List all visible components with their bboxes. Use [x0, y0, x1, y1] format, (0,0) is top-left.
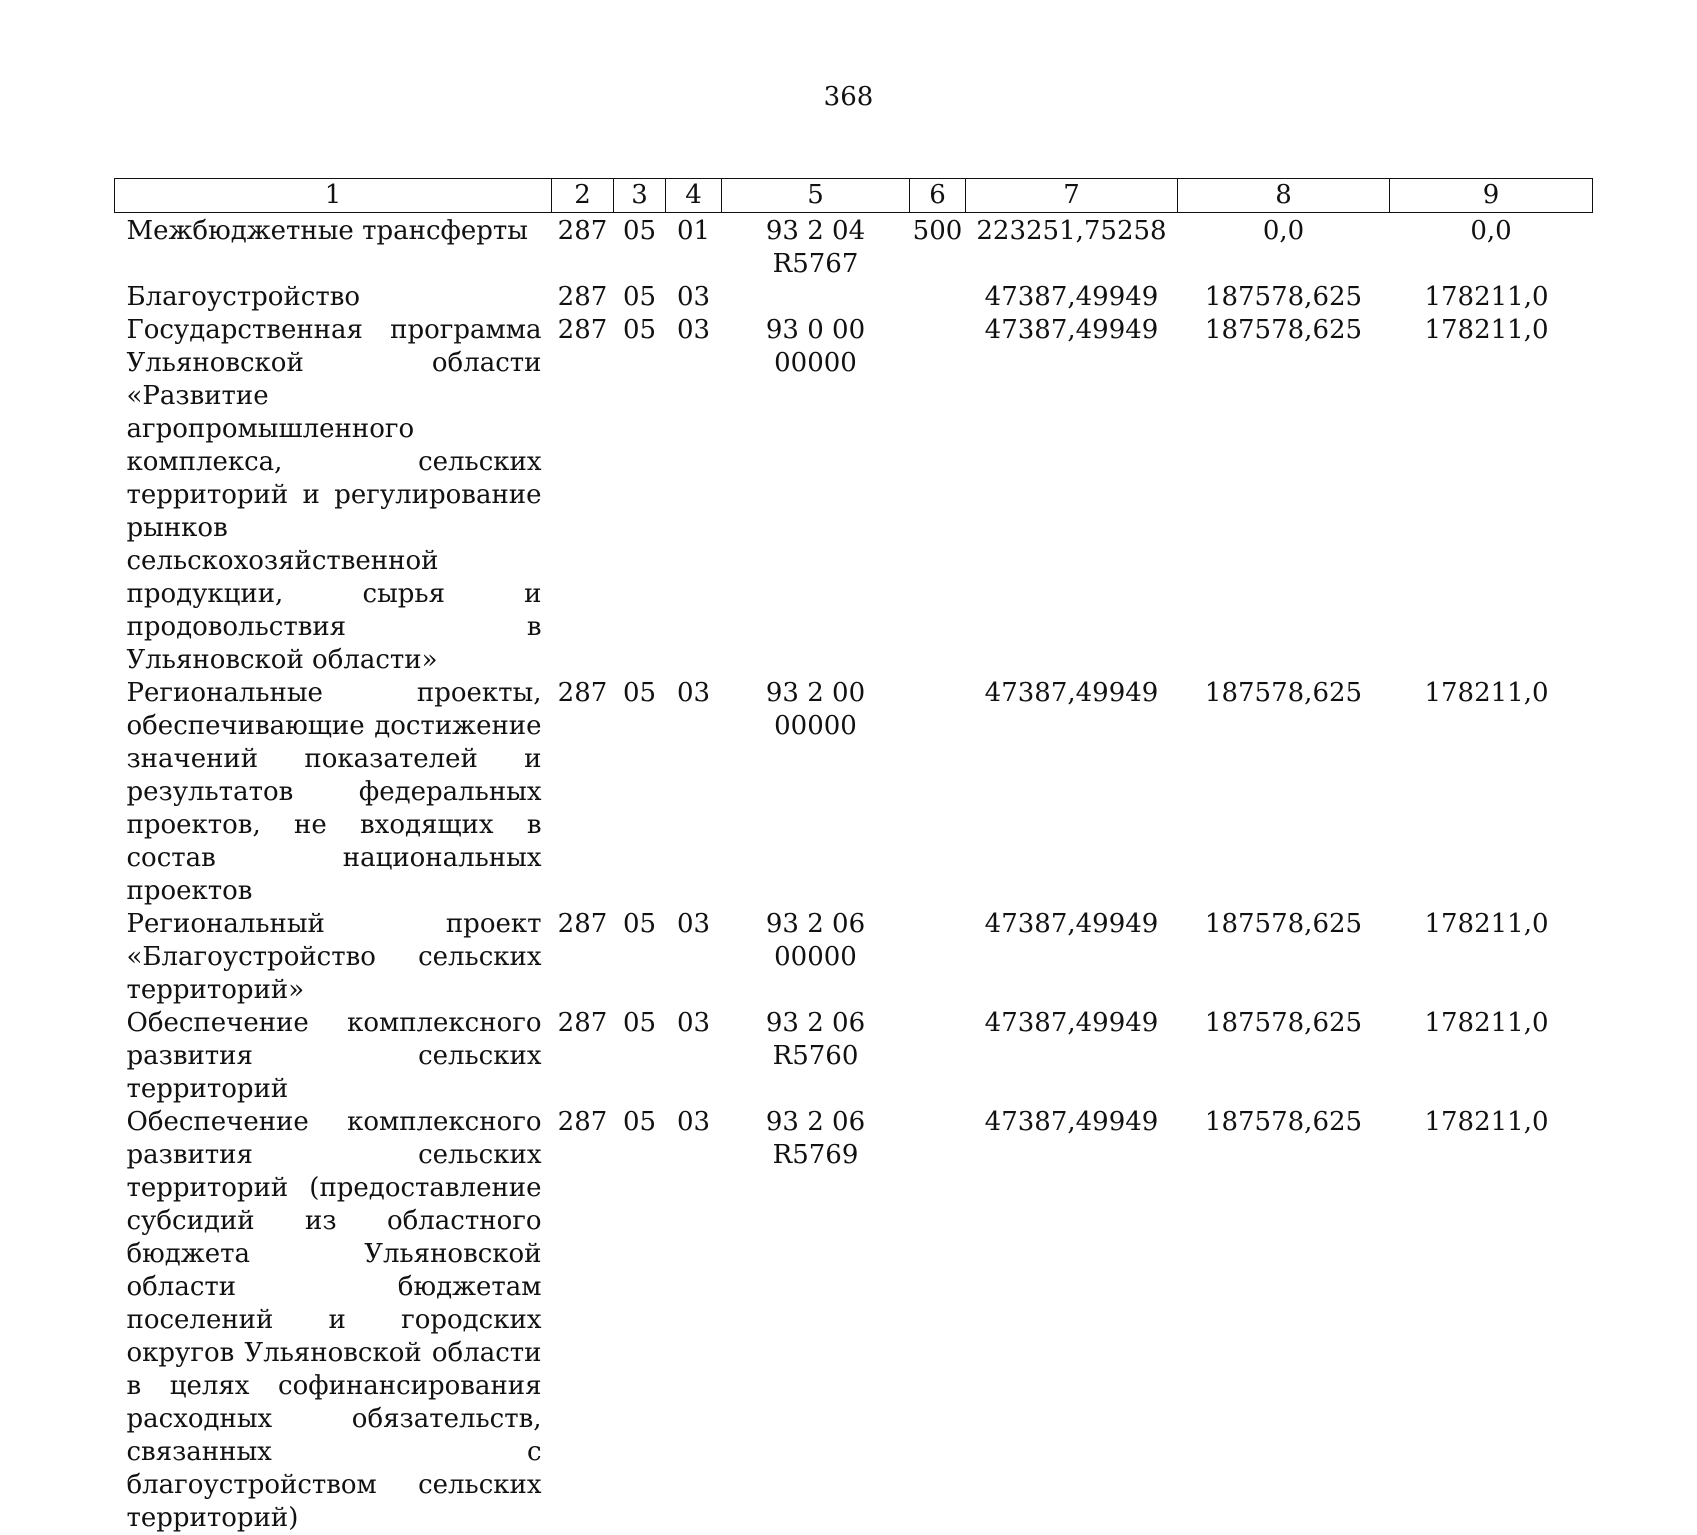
cell-col3: 05 [622, 315, 657, 345]
cell-col8: 187578,625 [1204, 909, 1363, 939]
cell-col7: 47387,49949 [984, 1107, 1159, 1137]
cell-col5: 93 2 06 R5760 [765, 1008, 866, 1071]
cell-col2: 287 [557, 1107, 608, 1137]
cell-col3: 05 [622, 1008, 657, 1038]
cell-col3: 05 [622, 1107, 657, 1137]
cell-col8: 187578,625 [1204, 678, 1363, 708]
header-cell: 4 [666, 179, 722, 213]
cell-col8: 187578,625 [1204, 315, 1363, 345]
table-row [115, 281, 1593, 314]
cell-col8: 187578,625 [1204, 282, 1363, 312]
header-cell: 5 [722, 179, 910, 213]
row-name: Благоустройство [126, 282, 361, 312]
cell-col5: 93 2 06 00000 [765, 909, 866, 972]
table-row [115, 1007, 1593, 1106]
page-number: 368 [823, 82, 874, 112]
cell-col6 [910, 314, 966, 677]
cell-col9: 178211,0 [1424, 909, 1549, 939]
cell-col9: 178211,0 [1424, 282, 1549, 312]
cell-col5: 93 2 00 00000 [765, 678, 866, 741]
cell-col4: 03 [676, 909, 711, 939]
cell-col7: 223251,75258 [976, 216, 1167, 246]
row-name: Региональный проект «Благоустройство сельских территорий» [126, 909, 542, 1005]
cell-col3: 05 [622, 282, 657, 312]
cell-col4: 03 [676, 282, 711, 312]
cell-col8: 0,0 [1262, 216, 1305, 246]
cell-col9: 178211,0 [1424, 315, 1549, 345]
header-row [115, 179, 1593, 213]
cell-col3: 05 [622, 216, 657, 246]
cell-col4: 03 [676, 315, 711, 345]
row-name: Межбюджетные трансферты [126, 216, 528, 246]
row-name: Обеспечение комплексного развития сельских территорий (предоставление субсидий из областного бюджета Ульяновской области бюджетам поселений и городских округов Ульяновской области в целях софинансирования расходных обязательств, связанных с благоустройством сельских территорий) [126, 1107, 542, 1533]
cell-col5: 93 2 04 R5767 [765, 216, 866, 279]
cell-col9: 178211,0 [1424, 678, 1549, 708]
table-row [115, 1106, 1593, 1535]
row-name: Региональные проекты, обеспечивающие достижение значений показателей и результатов федеральных проектов, не входящих в состав национальных проектов [126, 678, 542, 906]
cell-col4: 01 [676, 216, 711, 246]
cell-col2: 287 [557, 216, 608, 246]
header-cell: 1 [115, 179, 552, 213]
table-row [115, 314, 1593, 677]
row-name: Обеспечение комплексного развития сельских территорий [126, 1008, 542, 1104]
cell-col8: 187578,625 [1204, 1008, 1363, 1038]
cell-col5: 93 0 00 00000 [765, 315, 866, 378]
header-cell: 6 [910, 179, 966, 213]
cell-col6 [910, 908, 966, 1007]
table-row [115, 213, 1593, 282]
row-name: Государственная программа Ульяновской области «Развитие агропромышленного комплекса, сельских территорий и регулирование рынков сельскохозяйственной продукции, сырья и продовольствия в Ульяновской области» [126, 315, 542, 675]
cell-col8: 187578,625 [1204, 1107, 1363, 1137]
cell-col9: 178211,0 [1424, 1107, 1549, 1137]
cell-col4: 03 [676, 1008, 711, 1038]
header-cell: 9 [1390, 179, 1593, 213]
cell-col6 [910, 677, 966, 908]
cell-col7: 47387,49949 [984, 909, 1159, 939]
cell-col7: 47387,49949 [984, 315, 1159, 345]
cell-col2: 287 [557, 315, 608, 345]
header-cell: 7 [966, 179, 1178, 213]
cell-col6 [910, 1106, 966, 1535]
cell-col2: 287 [557, 1008, 608, 1038]
header-cell: 8 [1178, 179, 1390, 213]
cell-col5 [722, 281, 910, 314]
table-row [115, 908, 1593, 1007]
cell-col6: 500 [912, 216, 963, 246]
table-row [115, 677, 1593, 908]
cell-col5: 93 2 06 R5769 [765, 1107, 866, 1170]
cell-col7: 47387,49949 [984, 678, 1159, 708]
budget-table [114, 178, 1593, 1535]
cell-col6 [910, 281, 966, 314]
header-cell: 3 [614, 179, 666, 213]
cell-col9: 178211,0 [1424, 1008, 1549, 1038]
cell-col4: 03 [676, 678, 711, 708]
cell-col7: 47387,49949 [984, 1008, 1159, 1038]
cell-col6 [910, 1007, 966, 1106]
cell-col2: 287 [557, 282, 608, 312]
cell-col3: 05 [622, 909, 657, 939]
cell-col4: 03 [676, 1107, 711, 1137]
header-cell: 2 [552, 179, 614, 213]
cell-col9: 0,0 [1470, 216, 1512, 246]
cell-col7: 47387,49949 [984, 282, 1159, 312]
cell-col2: 287 [557, 678, 608, 708]
cell-col3: 05 [622, 678, 657, 708]
cell-col2: 287 [557, 909, 608, 939]
